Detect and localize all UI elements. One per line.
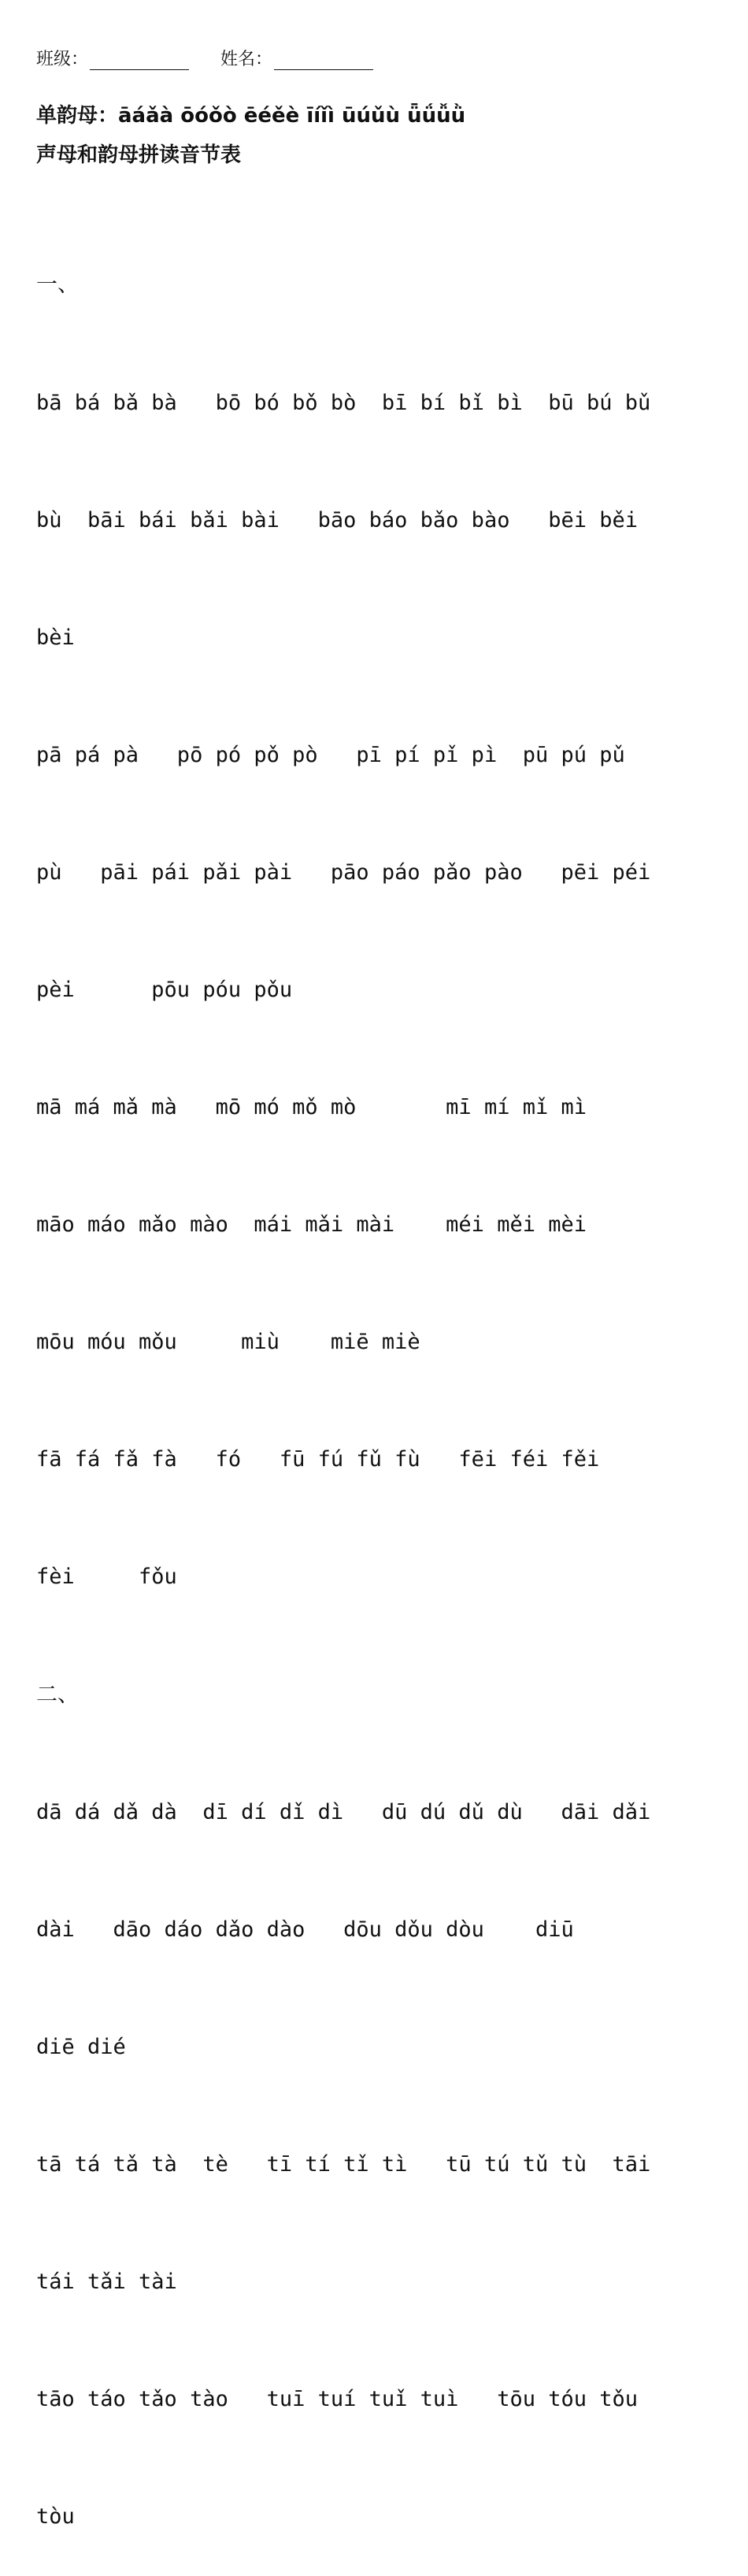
syllable-line: tái tǎi tài — [36, 2270, 177, 2294]
section-marker-1: 一、 — [36, 273, 79, 298]
syllable-line: mā má mǎ mà mō mó mǒ mò mī mí mǐ mì — [36, 1095, 587, 1120]
syllable-line: dài dāo dáo dǎo dào dōu dǒu dòu diū — [36, 1917, 574, 1942]
syllable-line: fèi fǒu — [36, 1565, 177, 1590]
syllable-line: tòu — [36, 2504, 75, 2530]
syllable-line: māo máo mǎo mào mái mǎi mài méi měi mèi — [36, 1212, 587, 1238]
syllable-line: pā pá pà pō pó pǒ pò pī pí pǐ pì pū pú pǔ — [36, 742, 625, 767]
syllable-line: fā fá fǎ fà fó fū fú fǔ fù fēi féi fěi — [36, 1447, 600, 1472]
syllable-line: diē dié — [36, 2034, 126, 2059]
name-blank-line[interactable] — [274, 49, 373, 70]
syllable-lines — [36, 187, 729, 2576]
syllable-line: tāo táo tǎo tào tuī tuí tuǐ tuì tōu tóu tǒu — [36, 2387, 639, 2412]
name-label: 姓名： — [220, 50, 273, 69]
syllable-line: pèi pōu póu pǒu — [36, 977, 293, 1002]
syllable-line: tā tá tǎ tà tè tī tí tǐ tì tū tú tǔ tù tāi — [36, 2151, 651, 2177]
name-field — [220, 46, 373, 70]
syllable-line: bā bá bǎ bà bō bó bǒ bò bī bí bǐ bì bū bú bǔ — [36, 390, 651, 415]
class-label: 班级： — [36, 50, 89, 69]
class-blank-line[interactable] — [90, 49, 189, 70]
syllable-line: bèi — [36, 625, 75, 650]
syllable-line: dā dá dǎ dà dī dí dǐ dì dū dú dǔ dù dāi dǎi — [36, 1799, 651, 1824]
syllable-table-title: 声母和韵母拼读音节表 — [36, 143, 242, 167]
class-field — [36, 46, 189, 70]
worksheet-header — [36, 46, 405, 70]
vowels-heading: 单韵母：āáǎà ōóǒò ēéěè īíǐì ūúǔù ǖǘǚǜ — [36, 104, 466, 128]
syllable-line: pù pāi pái pǎi pài pāo páo pǎo pào pēi péi — [36, 859, 651, 885]
syllable-line: bù bāi bái bǎi bài bāo báo bǎo bào bēi běi — [36, 507, 639, 533]
section-marker-2: 二、 — [36, 1682, 79, 1707]
syllable-line: mōu móu mǒu miù miē miè — [36, 1330, 420, 1355]
